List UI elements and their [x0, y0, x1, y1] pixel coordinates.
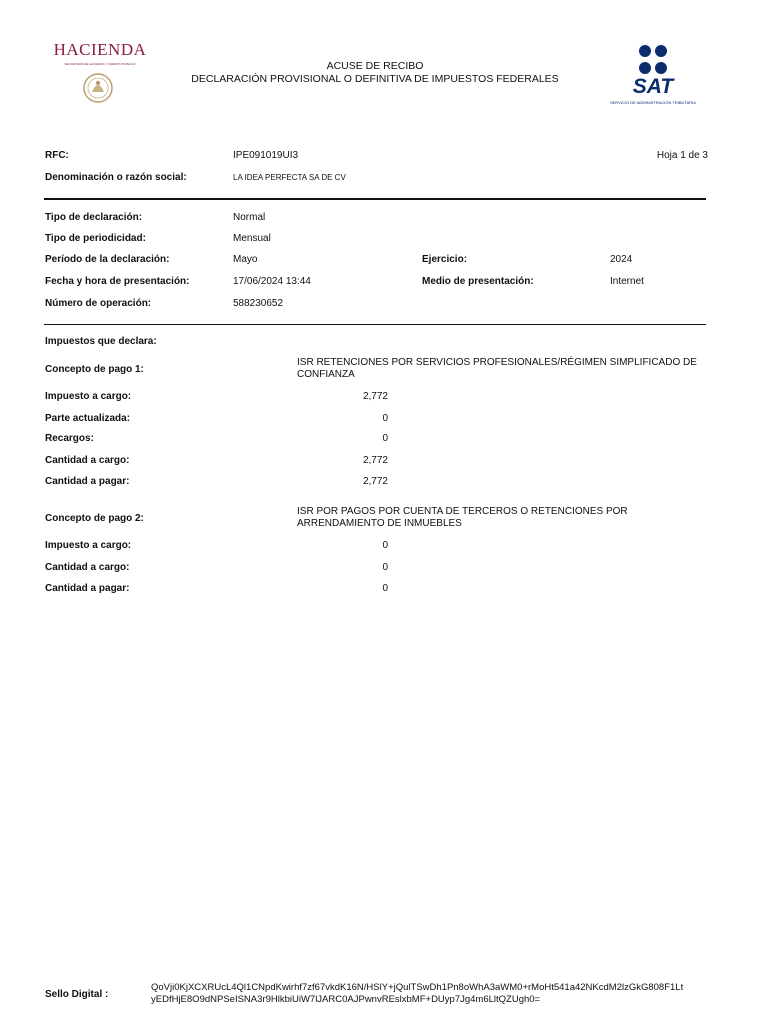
section-divider-thick: [44, 198, 706, 200]
concept2-amount-pay-label: Cantidad a pagar:: [45, 583, 130, 594]
concept2-amount-pay-value: 0: [382, 583, 388, 594]
concept1-updated-value: 0: [382, 413, 388, 424]
page-indicator: Hoja 1 de 3: [656, 150, 708, 161]
concept1-surcharges-value: 0: [382, 433, 388, 444]
periodicity-value: Mensual: [233, 233, 271, 244]
hacienda-logo: [48, 40, 152, 112]
concept2-description-line1: ISR POR PAGOS POR CUENTA DE TERCEROS O RETENCIONES POR: [297, 506, 628, 517]
concept1-amount-charge-value: 2,772: [362, 455, 388, 466]
document-header: [150, 60, 600, 86]
hacienda-logo-subtitle: SECRETARÍA DE HACIENDA Y CRÉDITO PÚBLICO: [64, 62, 136, 66]
hacienda-logo-title: HACIENDA: [53, 40, 147, 59]
mexican-seal-icon: [48, 70, 152, 110]
medium-value: Internet: [610, 276, 644, 287]
period-label: Período de la declaración:: [45, 254, 170, 265]
medium-label: Medio de presentación:: [422, 276, 534, 287]
fiscal-year-value: 2024: [610, 254, 633, 265]
digital-seal-line2: yEDfHjE8O9dNPSeISNA3r9HlkbiUiW7lJARC0AJPwnvREslxbMF+DUyp7Jg4m6LltQZUgh0=: [151, 994, 541, 1005]
concept2-description: [297, 506, 628, 530]
sat-logo-subtitle: SERVICIO DE ADMINISTRACIÓN TRIBUTARIA: [610, 100, 696, 105]
rfc-label: RFC:: [45, 150, 69, 161]
concept1-updated-label: Parte actualizada:: [45, 413, 131, 424]
digital-seal-label: Sello Digital :: [45, 989, 109, 1000]
section-divider: [44, 324, 706, 325]
fiscal-year-label: Ejercicio:: [422, 254, 468, 265]
declaration-type-value: Normal: [233, 212, 266, 223]
document-subtitle: DECLARACIÓN PROVISIONAL O DEFINITIVA DE IMPUESTOS FEDERALES: [191, 73, 559, 85]
concept1-amount-pay-value: 2,772: [362, 476, 388, 487]
concept1-description: [297, 357, 697, 381]
concept1-amount-charge-label: Cantidad a cargo:: [45, 455, 130, 466]
concept1-tax-charge-label: Impuesto a cargo:: [45, 391, 132, 402]
concept2-tax-charge-label: Impuesto a cargo:: [45, 540, 132, 551]
name-value: LA IDEA PERFECTA SA DE CV: [233, 173, 346, 182]
concept1-description-line1: ISR RETENCIONES POR SERVICIOS PROFESIONALES/RÉGIMEN SIMPLIFICADO DE: [297, 357, 697, 368]
concept2-label: Concepto de pago 2:: [45, 513, 144, 524]
sat-dots-icon: [600, 42, 706, 78]
concept2-amount-charge-value: 0: [382, 562, 388, 573]
declaration-type-label: Tipo de declaración:: [45, 212, 143, 223]
concept1-description-line2: CONFIANZA: [297, 369, 355, 380]
periodicity-label: Tipo de periodicidad:: [45, 233, 146, 244]
concept2-amount-charge-label: Cantidad a cargo:: [45, 562, 130, 573]
concept1-surcharges-label: Recargos:: [45, 433, 94, 444]
rfc-value: IPE091019UI3: [233, 150, 299, 161]
datetime-label: Fecha y hora de presentación:: [45, 276, 190, 287]
concept1-label: Concepto de pago 1:: [45, 364, 144, 375]
digital-seal-value: [151, 982, 731, 1006]
period-value: Mayo: [233, 254, 258, 265]
datetime-value: 17/06/2024 13:44: [233, 276, 311, 287]
name-label: Denominación o razón social:: [45, 172, 187, 183]
sat-logo: [600, 42, 706, 110]
digital-seal-line1: QoVji0KjXCXRUcL4Ql1CNpdKwirhf7zf67vkdK16N/HSlY+jQulTSwDh1Pn8oWhA3aWM0+rMoHt541a42NKcdM2lzGkG808F1Lt: [151, 982, 684, 993]
concept2-tax-charge-value: 0: [382, 540, 388, 551]
operation-value: 588230652: [233, 298, 284, 309]
document-title: ACUSE DE RECIBO: [326, 60, 424, 72]
taxes-heading: Impuestos que declara:: [45, 336, 157, 347]
concept1-amount-pay-label: Cantidad a pagar:: [45, 476, 130, 487]
concept1-tax-charge-value: 2,772: [362, 391, 388, 402]
concept2-description-line2: ARRENDAMIENTO DE INMUEBLES: [297, 518, 462, 529]
sat-logo-title: SAT: [632, 75, 674, 98]
operation-label: Número de operación:: [45, 298, 152, 309]
